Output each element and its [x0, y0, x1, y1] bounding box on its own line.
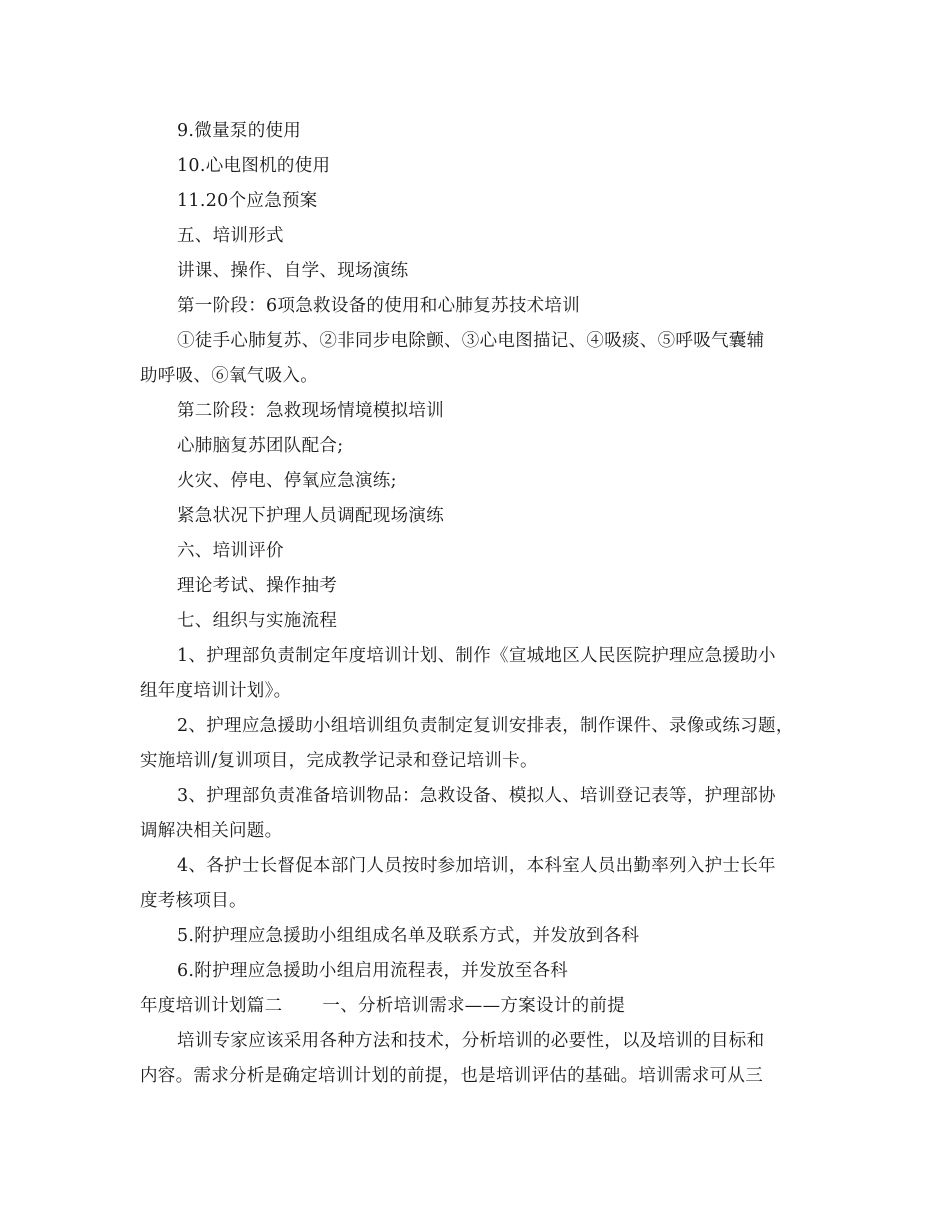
text-line: 9.微量泵的使用 [177, 121, 302, 141]
section-heading: 一、分析培训需求——方案设计的前提 [322, 996, 626, 1016]
section-heading-6: 六、培训评价 [177, 541, 284, 561]
text-line: 10.心电图机的使用 [177, 156, 331, 176]
text-line: 11.20个应急预案 [177, 191, 318, 211]
text-line: 度考核项目。 [140, 891, 247, 911]
text-line: 2、护理应急援助小组培训组负责制定复训安排表，制作课件、录像或练习题， [177, 716, 794, 736]
text-line: 第二阶段：急救现场情境模拟培训 [177, 401, 444, 421]
text-line: 第一阶段：6项急救设备的使用和心肺复苏技术培训 [177, 296, 581, 316]
text-line: 调解决相关问题。 [140, 821, 283, 841]
text-line: 培训专家应该采用各种方法和技术，分析培训的必要性，以及培训的目标和 [177, 1031, 765, 1051]
text-line: 内容。需求分析是确定培训计划的前提，也是培训评估的基础。培训需求可从三 [140, 1066, 763, 1086]
text-line: 1、护理部负责制定年度培训计划、制作《宣城地区人民医院护理应急援助小 [177, 646, 776, 666]
text-line: 理论考试、操作抽考 [177, 576, 338, 596]
text-line: 紧急状况下护理人员调配现场演练 [177, 506, 444, 526]
text-line: 实施培训/复训项目，完成教学记录和登记培训卡。 [140, 751, 538, 771]
section-title-line [140, 994, 625, 1018]
text-line: 4、各护士长督促本部门人员按时参加培训，本科室人员出勤率列入护士长年 [177, 856, 776, 876]
text-line: ①徒手心肺复苏、②非同步电除颤、③心电图描记、④吸痰、⑤呼吸气囊辅 [177, 331, 765, 351]
text-line: 火灾、停电、停氧应急演练; [177, 471, 397, 491]
section-heading-7: 七、组织与实施流程 [177, 611, 338, 631]
text-line: 3、护理部负责准备培训物品：急救设备、模拟人、培训登记表等，护理部协 [177, 786, 776, 806]
text-line: 讲课、操作、自学、现场演练 [177, 261, 409, 281]
text-line: 5.附护理应急援助小组组成名单及联系方式，并发放到各科 [177, 926, 640, 946]
section-title: 年度培训计划篇二 [140, 996, 283, 1016]
text-line: 组年度培训计划》。 [140, 681, 292, 701]
text-line: 助呼吸、⑥氧气吸入。 [140, 366, 318, 386]
text-line: 6.附护理应急援助小组启用流程表，并发放至各科 [177, 961, 569, 981]
text-line: 心肺脑复苏团队配合; [177, 436, 344, 456]
section-heading-5: 五、培训形式 [177, 226, 284, 246]
